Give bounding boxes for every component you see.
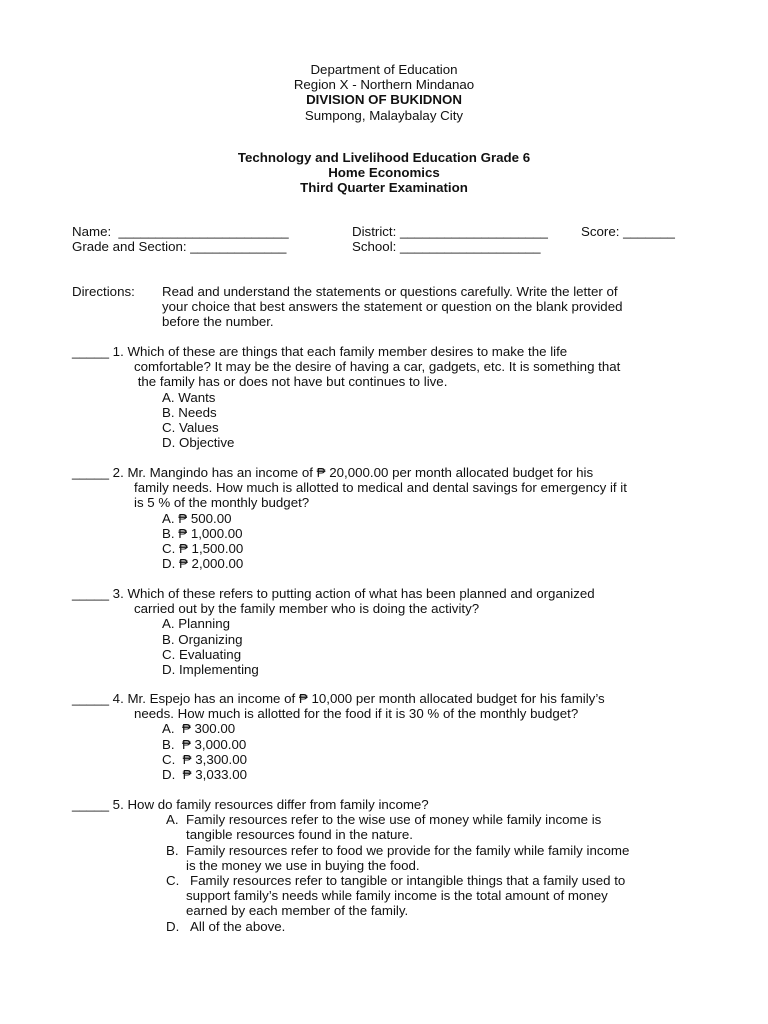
directions-line: your choice that best answers the statement or question on the blank provided (162, 299, 623, 315)
directions-label: Directions: (72, 284, 135, 299)
choice-line: earned by each member of the family. (186, 903, 409, 919)
question-4-choice-a: A. ₱ 300.00 (162, 721, 236, 737)
question-1-choice-a: A. Wants (162, 389, 216, 405)
question-2 (72, 465, 712, 571)
question-5 (72, 797, 712, 934)
question-4-stem: _____ 4. Mr. Espejo has an income of ₱ 10,000 per month allocated budget for his family’s (72, 691, 605, 706)
question-5-choice-b (72, 843, 712, 873)
choice-letter: A. (166, 812, 179, 828)
choice-letter: C. (166, 873, 180, 889)
directions-line: Read and understand the statements or questions carefully. Write the letter of (162, 284, 618, 299)
question-1-line: the family has or does not have but continues to live. (134, 374, 448, 390)
choice-letter: B. (166, 842, 179, 858)
directions-text (162, 284, 712, 330)
title-exam: Third Quarter Examination (300, 180, 468, 196)
question-2-line: family needs. How much is allotted to medical and dental savings for emergency if it (134, 480, 627, 496)
district-field: District: ____________________ (352, 224, 548, 239)
question-4-choice-b: B. ₱ 3,000.00 (162, 736, 247, 752)
question-5-stem: _____ 5. How do family resources differ from family income? (72, 797, 429, 812)
question-4-choice-c: C. ₱ 3,300.00 (162, 751, 248, 767)
choice-line: Family resources refer to tangible or intangible things that a family used to (190, 873, 626, 889)
question-1-choice-d: D. Objective (162, 435, 235, 451)
question-4-choice-d: D. ₱ 3,033.00 (162, 767, 248, 783)
question-3-choice-b: B. Organizing (162, 631, 243, 647)
question-3-choice-a: A. Planning (162, 616, 231, 632)
directions-line: before the number. (162, 314, 274, 330)
question-2-choice-a: A. ₱ 500.00 (162, 510, 232, 526)
question-1-choice-b: B. Needs (162, 404, 217, 420)
choice-text (166, 919, 696, 934)
question-2-choice-b: B. ₱ 1,000.00 (162, 525, 243, 541)
question-5-choice-a (72, 812, 712, 842)
question-1-stem: _____ 1. Which of these are things that each family member desires to make the life (72, 344, 568, 359)
name-field: Name: _______________________ (72, 224, 289, 239)
question-2-choice-c: C. ₱ 1,500.00 (162, 541, 244, 557)
choice-text (166, 812, 696, 842)
exam-title (0, 150, 768, 196)
choice-text (166, 873, 696, 919)
choice-text (166, 843, 696, 873)
question-4-line: needs. How much is allotted for the food if it is 30 % of the monthly budget? (134, 706, 579, 722)
choice-line: Family resources refer to food we provide for the family while family income (186, 842, 630, 858)
question-3-choice-d: D. Implementing (162, 662, 259, 678)
question-5-choice-d (72, 919, 712, 934)
question-4 (72, 691, 712, 782)
school-field: School: ___________________ (352, 239, 541, 254)
choice-letter: D. (166, 918, 180, 934)
document-header (0, 62, 768, 123)
question-1-line: comfortable? It may be the desire of having a car, gadgets, etc. It is something that (134, 359, 621, 375)
title-course: Home Economics (328, 165, 440, 181)
question-3-line: carried out by the family member who is doing the activity? (134, 601, 480, 617)
choice-line: support family’s needs while family income is the total amount of money (186, 888, 608, 904)
header-department: Department of Education (310, 62, 458, 77)
question-2-choice-d: D. ₱ 2,000.00 (162, 556, 244, 572)
title-subject: Technology and Livelihood Education Grade 6 (237, 150, 531, 165)
question-3-choice-c: C. Evaluating (162, 646, 242, 662)
choice-line: tangible resources found in the nature. (186, 827, 413, 843)
question-3-stem: _____ 3. Which of these refers to putting action of what has been planned and organized (72, 586, 595, 601)
question-1-choice-c: C. Values (162, 420, 219, 436)
header-region: Region X - Northern Mindanao (293, 77, 475, 93)
grade-section-field: Grade and Section: _____________ (72, 239, 287, 254)
score-field: Score: _______ (581, 224, 675, 239)
question-1 (72, 344, 712, 450)
header-division: DIVISION OF BUKIDNON (306, 92, 462, 108)
question-2-line: is 5 % of the monthly budget? (134, 495, 310, 511)
question-2-stem: _____ 2. Mr. Mangindo has an income of ₱ 20,000.00 per month allocated budget for his (72, 465, 594, 480)
question-5-choice-c (72, 873, 712, 919)
question-3 (72, 586, 712, 677)
choice-line: is the money we use in buying the food. (186, 857, 420, 873)
header-address: Sumpong, Malaybalay City (304, 107, 464, 123)
choice-line: All of the above. (190, 918, 286, 934)
choice-line: Family resources refer to the wise use of money while family income is (186, 812, 602, 828)
